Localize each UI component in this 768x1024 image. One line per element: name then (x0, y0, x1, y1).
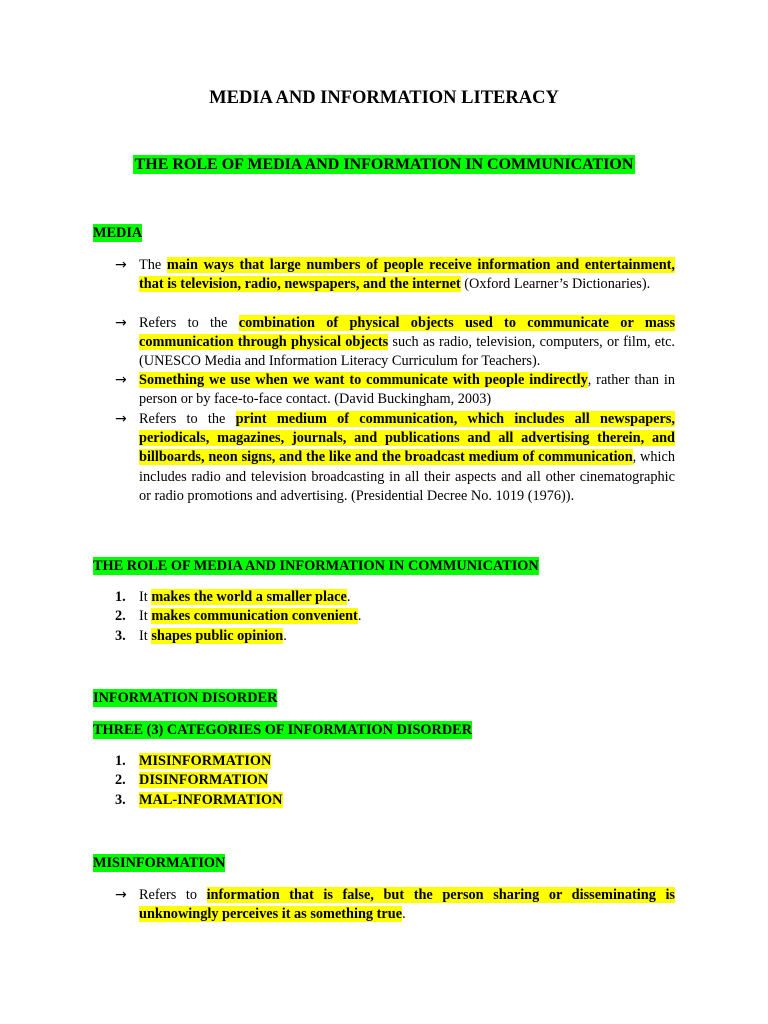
disorder-item-3: 3. MAL-INFORMATION (115, 792, 283, 808)
arrow-icon: → (115, 257, 127, 273)
subtitle-text: THE ROLE OF MEDIA AND INFORMATION IN COMMUNICATION (134, 156, 634, 173)
arrow-icon: → (115, 887, 127, 903)
media-heading: MEDIA (93, 225, 143, 241)
media-definition-1: → The main ways that large numbers of people receive information and entertainment, that is television, radio, newspapers, and the internet (Oxford Learner’s Dictionaries). (115, 257, 675, 293)
media-definition-3: → Something we use when we want to communicate with people indirectly, rather than in person or by face-to-face contact. (David Buckingham, 2003) (115, 372, 675, 408)
arrow-icon: → (115, 315, 127, 331)
role-item-2: 2. It makes communication convenient. (115, 608, 362, 624)
role-item-1: 1. It makes the world a smaller place. (115, 589, 351, 605)
media-definition-2: → Refers to the combination of physical objects used to communicate or mass communication through physical objects such as radio, television, computers, or film, etc. (UNESCO Media and Information Literacy Curriculum for Teachers). (115, 315, 676, 370)
role-item-3: 3. It shapes public opinion. (115, 628, 287, 644)
disorder-item-2: 2. DISINFORMATION (115, 772, 269, 788)
disorder-heading: INFORMATION DISORDER (93, 690, 278, 706)
disorder-item-1: 1. MISINFORMATION (115, 753, 272, 769)
media-definition-4: → Refers to the print medium of communication, which includes all newspapers, periodicals, magazines, journals, and publications and all advertising therein, and billboards, neon signs, and the like and the broadcast medium of communication, which includes radio and television broadcasting in all their aspects and all other cinematographic or radio promotions and advertising. (Presidential Decree No. 1019 (1976)). (115, 411, 676, 504)
misinformation-heading: MISINFORMATION (93, 855, 226, 871)
arrow-icon: → (115, 411, 127, 427)
misinformation-definition-1: → Refers to information that is false, but the person sharing or disseminating is unknowingly perceives it as something true. (115, 887, 675, 923)
document-subtitle (0, 154, 768, 176)
role-heading: THE ROLE OF MEDIA AND INFORMATION IN COMMUNICATION (93, 558, 539, 574)
document-title: MEDIA AND INFORMATION LITERACY (209, 88, 559, 108)
arrow-icon: → (115, 372, 127, 388)
disorder-subheading: THREE (3) CATEGORIES OF INFORMATION DISORDER (93, 722, 473, 738)
